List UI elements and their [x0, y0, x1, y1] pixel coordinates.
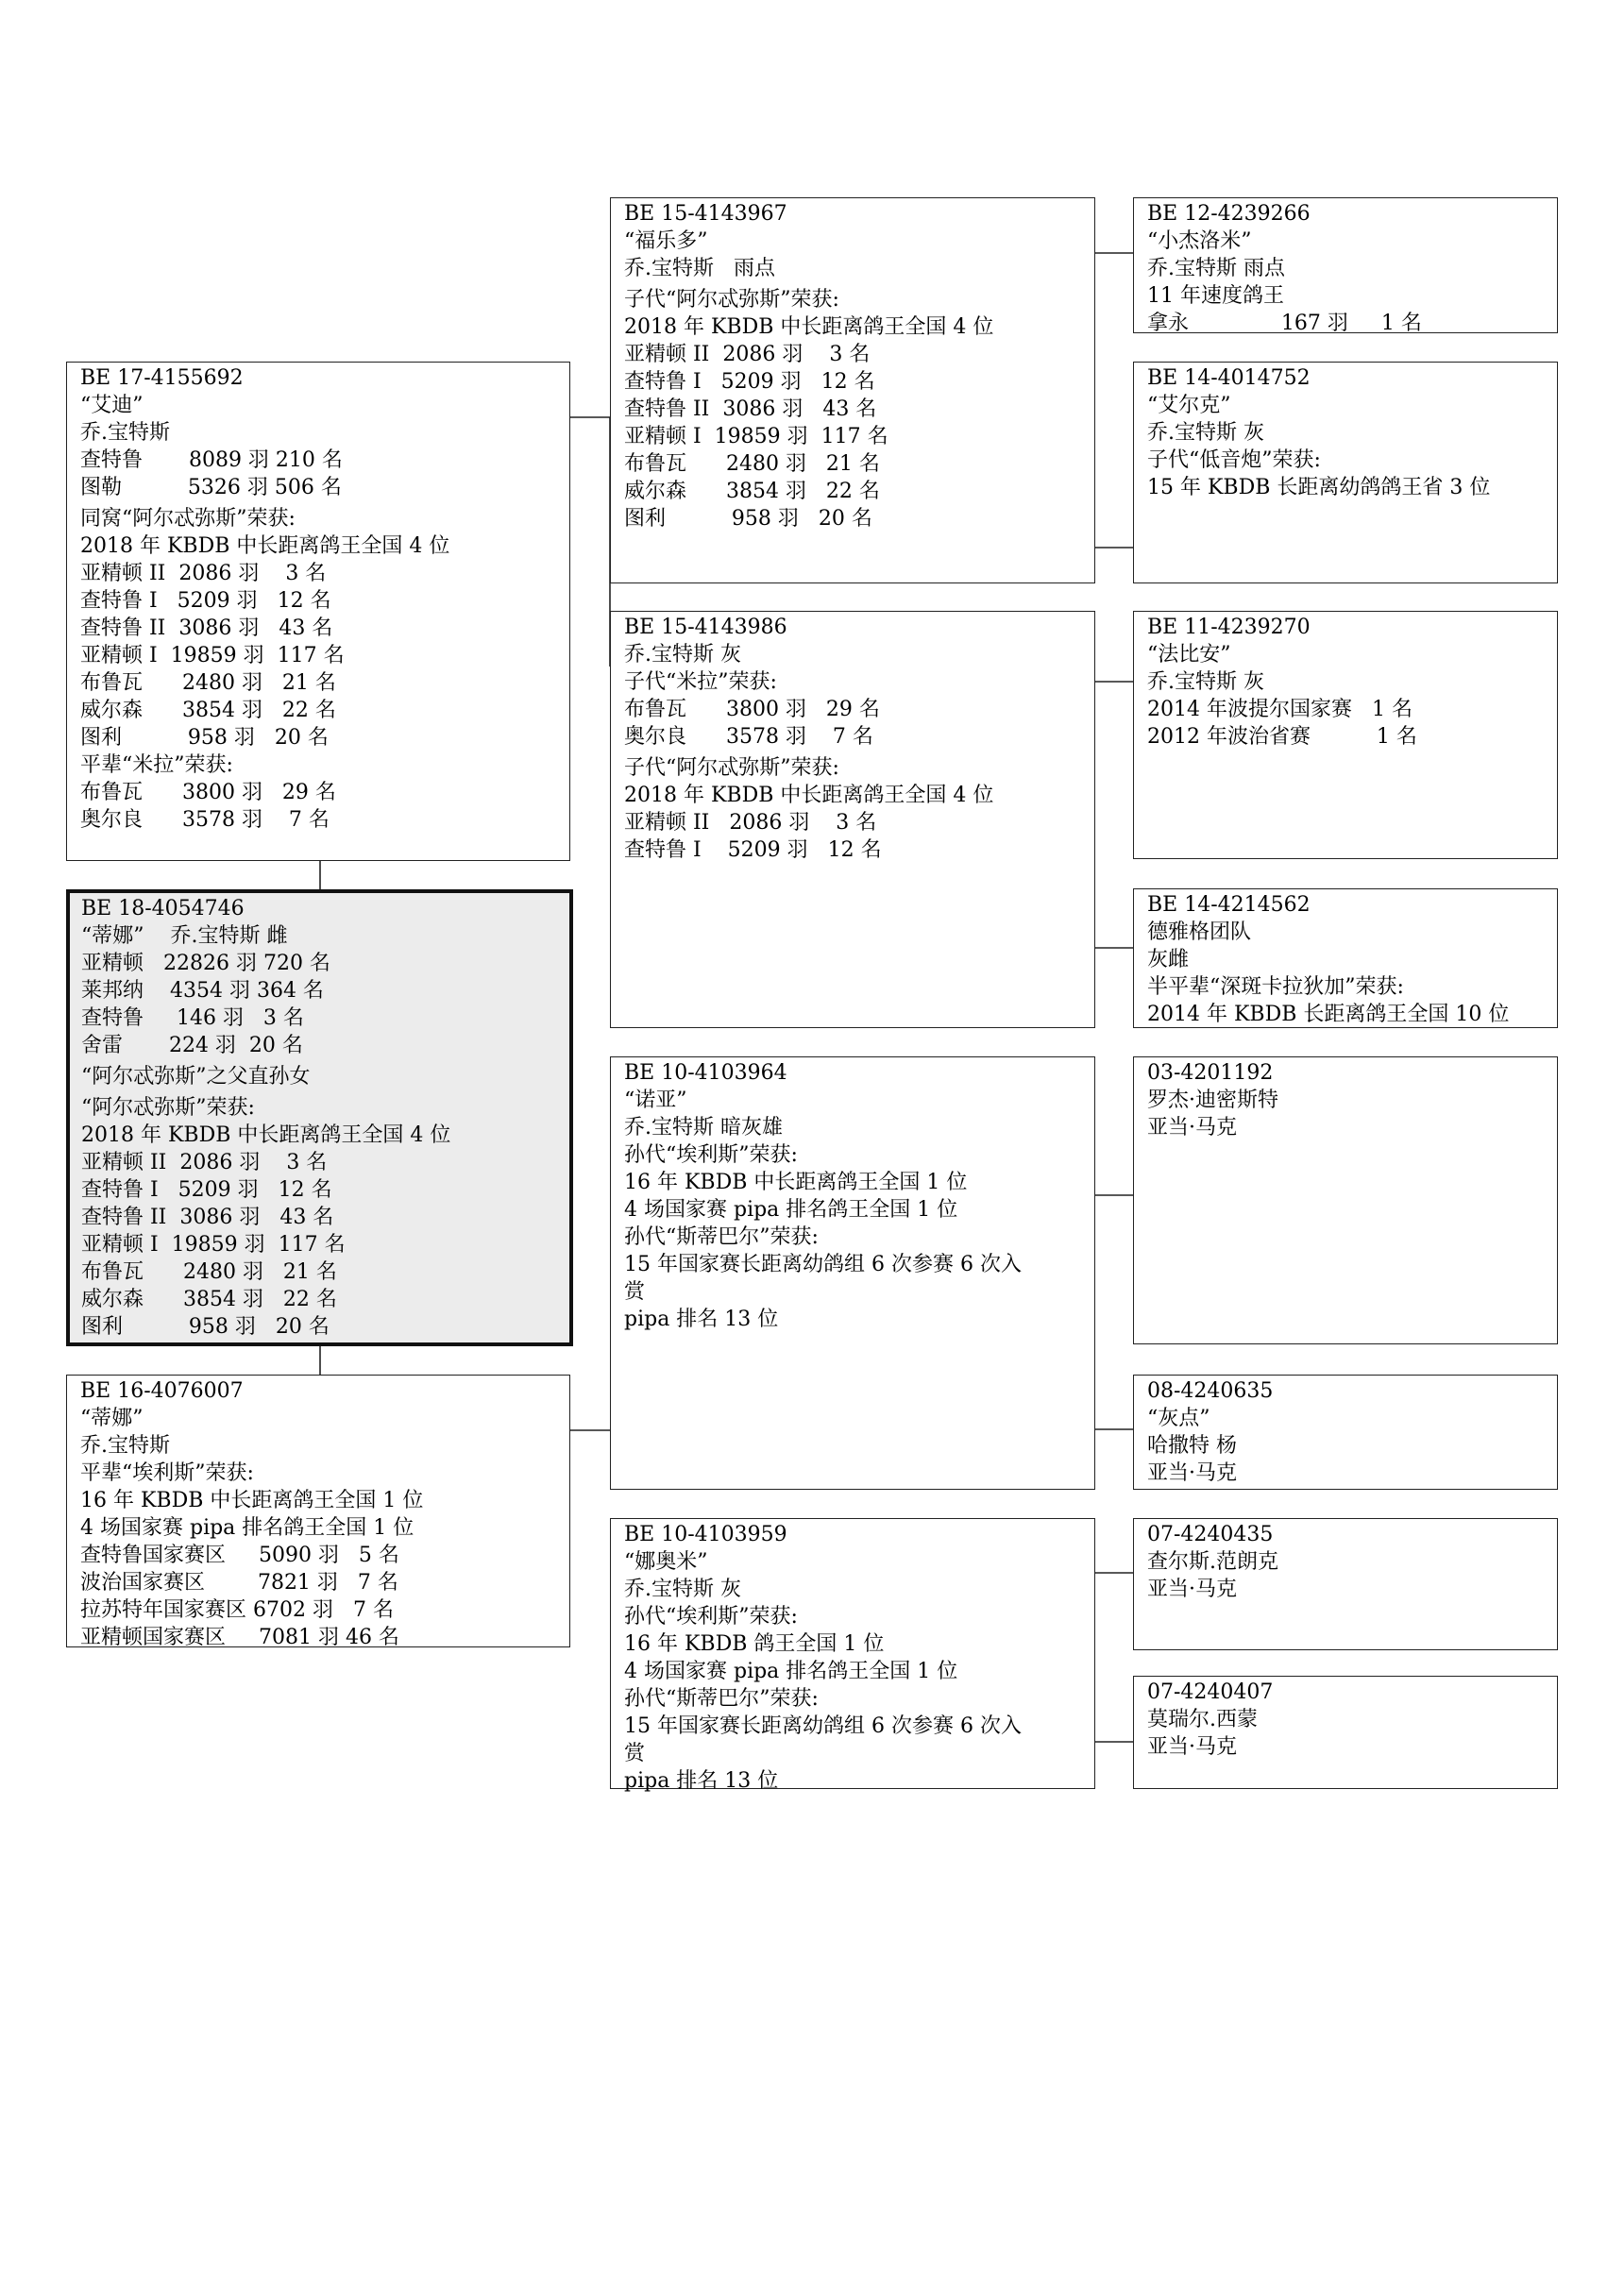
sire-result: 查特鲁 8089 羽 210 名 — [80, 448, 343, 472]
dss-card — [1133, 1056, 1558, 1344]
dam-sire-descendant-result: pipa 排名 13 位 — [624, 1308, 779, 1331]
sire-sire-offspring-result: 亚精顿 I 19859 羽 117 名 — [624, 425, 888, 448]
dss-breeder: 罗杰·迪密斯特 — [1147, 1089, 1278, 1112]
dam-sire-ring-number: BE 10-4103964 — [624, 1061, 787, 1085]
subject-relative-result: 查特鲁 I 5209 羽 12 名 — [81, 1178, 332, 1202]
subject-result: 亚精顿 22826 羽 720 名 — [81, 952, 330, 975]
ddd-ring-number: 07-4240407 — [1147, 1680, 1274, 1704]
dam-name: “蒂娜” — [80, 1407, 144, 1430]
sire-dam-offspring-result: 亚精顿 II 2086 羽 3 名 — [624, 811, 877, 835]
sire-sibling-result: 亚精顿 I 19859 羽 117 名 — [80, 644, 345, 667]
sire-dam-offspring-result: 奥尔良 3578 羽 7 名 — [624, 725, 873, 749]
dam-sire-descendant-heading: 孙代“埃利斯”荣获: — [624, 1143, 798, 1167]
dam-dam-descendant-result: 15 年国家赛长距离幼鸽组 6 次参赛 6 次入 — [624, 1714, 1022, 1738]
dds-ring-number: 07-4240435 — [1147, 1523, 1274, 1546]
sdd-relative-heading: 半平辈“深斑卡拉狄加”荣获: — [1147, 975, 1404, 999]
ssd-owner-color: 乔.宝特斯 灰 — [1147, 421, 1264, 445]
dam-sire-owner-color: 乔.宝特斯 暗灰雄 — [624, 1116, 783, 1140]
sire-dam-owner-color: 乔.宝特斯 灰 — [624, 643, 741, 667]
sire-card — [66, 362, 570, 861]
sds-card — [1133, 611, 1558, 859]
sire-dam-ring-number: BE 15-4143986 — [624, 616, 787, 639]
sire-sire-name: “福乐多” — [624, 229, 708, 253]
sire-sibling-result: 查特鲁 I 5209 羽 12 名 — [80, 589, 331, 613]
subject-relative-result: 亚精顿 I 19859 羽 117 名 — [81, 1233, 346, 1257]
dsd-card — [1133, 1375, 1558, 1490]
dsd-breeder: 哈撒特 杨 — [1147, 1434, 1237, 1458]
dam-dam-descendant-title: 4 场国家赛 pipa 排名鸽王全国 1 位 — [624, 1660, 958, 1683]
sire-dam-offspring-title: 2018 年 KBDB 中长距离鸽王全国 4 位 — [624, 784, 994, 807]
sire-sire-ring-number: BE 15-4143967 — [624, 202, 787, 226]
sire-sibling-result: 威尔森 3854 羽 22 名 — [80, 699, 336, 722]
dam-dam-descendant-heading: 孙代“埃利斯”荣获: — [624, 1605, 798, 1629]
dam-sire-descendant-result: 15 年国家赛长距离幼鸽组 6 次参赛 6 次入 — [624, 1253, 1022, 1276]
sss-result: 拿永 167 羽 1 名 — [1147, 312, 1422, 335]
subject-relative-result: 布鲁瓦 2480 羽 21 名 — [81, 1260, 337, 1284]
subject-result: 舍雷 224 羽 20 名 — [81, 1034, 303, 1057]
dam-sire-descendant-heading: 孙代“斯蒂巴尔”荣获: — [624, 1225, 819, 1249]
subject-relative-result: 图利 958 羽 20 名 — [81, 1315, 330, 1339]
sire-sibling-result: 亚精顿 II 2086 羽 3 名 — [80, 562, 327, 585]
sire-sire-offspring-result: 威尔森 3854 羽 22 名 — [624, 480, 880, 503]
dam-ring-number: BE 16-4076007 — [80, 1379, 244, 1403]
subject-result: 莱邦纳 4354 羽 364 名 — [81, 979, 324, 1003]
sire-dam-card — [610, 611, 1095, 1028]
dam-relative-result: 波治国家赛区 7821 羽 7 名 — [80, 1571, 398, 1595]
ssd-offspring-heading: 子代“低音炮”荣获: — [1147, 448, 1321, 472]
dam-relative-result: 亚精顿国家赛区 7081 羽 46 名 — [80, 1626, 399, 1649]
dam-dam-descendant-result: 赏 — [624, 1742, 646, 1765]
dsd-owner: 亚当·马克 — [1147, 1461, 1237, 1485]
sire-result: 图勒 5326 羽 506 名 — [80, 476, 342, 499]
sire-cousin-heading: 平辈“米拉”荣获: — [80, 753, 233, 777]
ssd-card — [1133, 362, 1558, 583]
sdd-card — [1133, 888, 1558, 1028]
dam-sire-name: “诺亚” — [624, 1089, 687, 1112]
sire-ring-number: BE 17-4155692 — [80, 366, 244, 390]
dam-relative-result: 查特鲁国家赛区 5090 羽 5 名 — [80, 1544, 399, 1567]
dam-sire-descendant-title: 16 年 KBDB 中长距离鸽王全国 1 位 — [624, 1171, 968, 1194]
sire-sire-offspring-result: 亚精顿 II 2086 羽 3 名 — [624, 343, 871, 366]
sds-result: 2012 年波治省赛 1 名 — [1147, 725, 1417, 749]
dam-sire-descendant-result: 赏 — [624, 1280, 646, 1304]
dam-relative-heading: 平辈“埃利斯”荣获: — [80, 1461, 254, 1485]
sss-card — [1133, 197, 1558, 333]
sss-title: 11 年速度鸽王 — [1147, 284, 1284, 308]
subject-name-owner: “蒂娜” 乔.宝特斯 雌 — [81, 924, 288, 948]
sire-sibling-result: 查特鲁 II 3086 羽 43 名 — [80, 616, 333, 640]
dam-dam-card — [610, 1518, 1095, 1793]
dam-sire-card — [610, 1056, 1095, 1490]
sire-sire-offspring-heading: 子代“阿尔忒弥斯”荣获: — [624, 288, 839, 312]
sss-owner-color: 乔.宝特斯 雨点 — [1147, 257, 1285, 280]
ddd-breeder: 莫瑞尔.西蒙 — [1147, 1708, 1258, 1731]
sire-cousin-result: 布鲁瓦 3800 羽 29 名 — [80, 781, 336, 804]
sire-sibling-result: 布鲁瓦 2480 羽 21 名 — [80, 671, 336, 695]
dam-dam-descendant-result: pipa 排名 13 位 — [624, 1769, 779, 1793]
dss-owner: 亚当·马克 — [1147, 1116, 1237, 1140]
dam-relative-title: 4 场国家赛 pipa 排名鸽王全国 1 位 — [80, 1516, 414, 1540]
sds-result: 2014 年波提尔国家赛 1 名 — [1147, 698, 1413, 721]
sire-sire-owner-color: 乔.宝特斯 雨点 — [624, 257, 775, 280]
sdd-ring-number: BE 14-4214562 — [1147, 893, 1311, 917]
dam-dam-owner-color: 乔.宝特斯 灰 — [624, 1578, 741, 1601]
sire-sibling-result: 图利 958 羽 20 名 — [80, 726, 329, 750]
dam-relative-result: 拉苏特年国家赛区 6702 羽 7 名 — [80, 1598, 394, 1622]
sss-ring-number: BE 12-4239266 — [1147, 202, 1311, 226]
dam-dam-ring-number: BE 10-4103959 — [624, 1523, 787, 1546]
ddd-card — [1133, 1676, 1558, 1789]
sire-sire-card — [610, 197, 1095, 583]
dam-dam-name: “娜奥米” — [624, 1550, 708, 1574]
sire-name: “艾迪” — [80, 394, 144, 417]
dsd-name: “灰点” — [1147, 1407, 1210, 1430]
ssd-name: “艾尔克” — [1147, 394, 1231, 417]
subject-result: 查特鲁 146 羽 3 名 — [81, 1006, 304, 1030]
ssd-ring-number: BE 14-4014752 — [1147, 366, 1311, 390]
sdd-color: 灰雌 — [1147, 948, 1190, 971]
sire-sire-offspring-result: 查特鲁 I 5209 羽 12 名 — [624, 370, 875, 394]
sire-dam-offspring-heading: 子代“米拉”荣获: — [624, 670, 777, 694]
sire-owner: 乔.宝特斯 — [80, 421, 170, 445]
sire-dam-offspring-heading: 子代“阿尔忒弥斯”荣获: — [624, 756, 839, 780]
sire-dam-offspring-result: 布鲁瓦 3800 羽 29 名 — [624, 698, 880, 721]
sire-sibling-title: 2018 年 KBDB 中长距离鸽王全国 4 位 — [80, 534, 450, 558]
sire-dam-offspring-result: 查特鲁 I 5209 羽 12 名 — [624, 838, 882, 862]
dds-breeder: 查尔斯.范朗克 — [1147, 1550, 1278, 1574]
dam-dam-descendant-heading: 孙代“斯蒂巴尔”荣获: — [624, 1687, 819, 1711]
subject-relative-title: 2018 年 KBDB 中长距离鸽王全国 4 位 — [81, 1123, 451, 1147]
sdd-breeder: 德雅格团队 — [1147, 920, 1252, 944]
ddd-owner: 亚当·马克 — [1147, 1735, 1237, 1759]
sire-sibling-heading: 同窝“阿尔忒弥斯”荣获: — [80, 507, 296, 531]
subject-relative-result: 威尔森 3854 羽 22 名 — [81, 1288, 337, 1311]
sss-name: “小杰洛米” — [1147, 229, 1252, 253]
dam-sire-descendant-title: 4 场国家赛 pipa 排名鸽王全国 1 位 — [624, 1198, 958, 1222]
dds-owner: 亚当·马克 — [1147, 1578, 1237, 1601]
subject-bird-card — [66, 889, 573, 1346]
sds-ring-number: BE 11-4239270 — [1147, 616, 1311, 639]
sire-sire-offspring-title: 2018 年 KBDB 中长距离鸽王全国 4 位 — [624, 315, 994, 339]
dam-relative-title: 16 年 KBDB 中长距离鸽王全国 1 位 — [80, 1489, 424, 1512]
subject-lineage-note: “阿尔忒弥斯”之父直孙女 — [81, 1065, 311, 1089]
subject-ring-number: BE 18-4054746 — [81, 897, 245, 920]
sire-sire-offspring-result: 图利 958 羽 20 名 — [624, 507, 872, 531]
sdd-relative-title: 2014 年 KBDB 长距离鸽王全国 10 位 — [1147, 1003, 1510, 1026]
dam-owner: 乔.宝特斯 — [80, 1434, 170, 1458]
ssd-offspring-title: 15 年 KBDB 长距离幼鸽鸽王省 3 位 — [1147, 476, 1491, 499]
dss-ring-number: 03-4201192 — [1147, 1061, 1274, 1085]
subject-relative-heading: “阿尔忒弥斯”荣获: — [81, 1096, 255, 1120]
subject-relative-result: 亚精顿 II 2086 羽 3 名 — [81, 1151, 328, 1174]
sire-cousin-result: 奥尔良 3578 羽 7 名 — [80, 808, 330, 832]
dam-card — [66, 1375, 570, 1647]
sds-name: “法比安” — [1147, 643, 1231, 667]
dds-card — [1133, 1518, 1558, 1650]
subject-relative-result: 查特鲁 II 3086 羽 43 名 — [81, 1206, 334, 1229]
sire-sire-offspring-result: 查特鲁 II 3086 羽 43 名 — [624, 397, 877, 421]
dsd-ring-number: 08-4240635 — [1147, 1379, 1274, 1403]
sire-sire-offspring-result: 布鲁瓦 2480 羽 21 名 — [624, 452, 880, 476]
dam-dam-descendant-title: 16 年 KBDB 鸽王全国 1 位 — [624, 1632, 885, 1656]
sds-owner-color: 乔.宝特斯 灰 — [1147, 670, 1264, 694]
